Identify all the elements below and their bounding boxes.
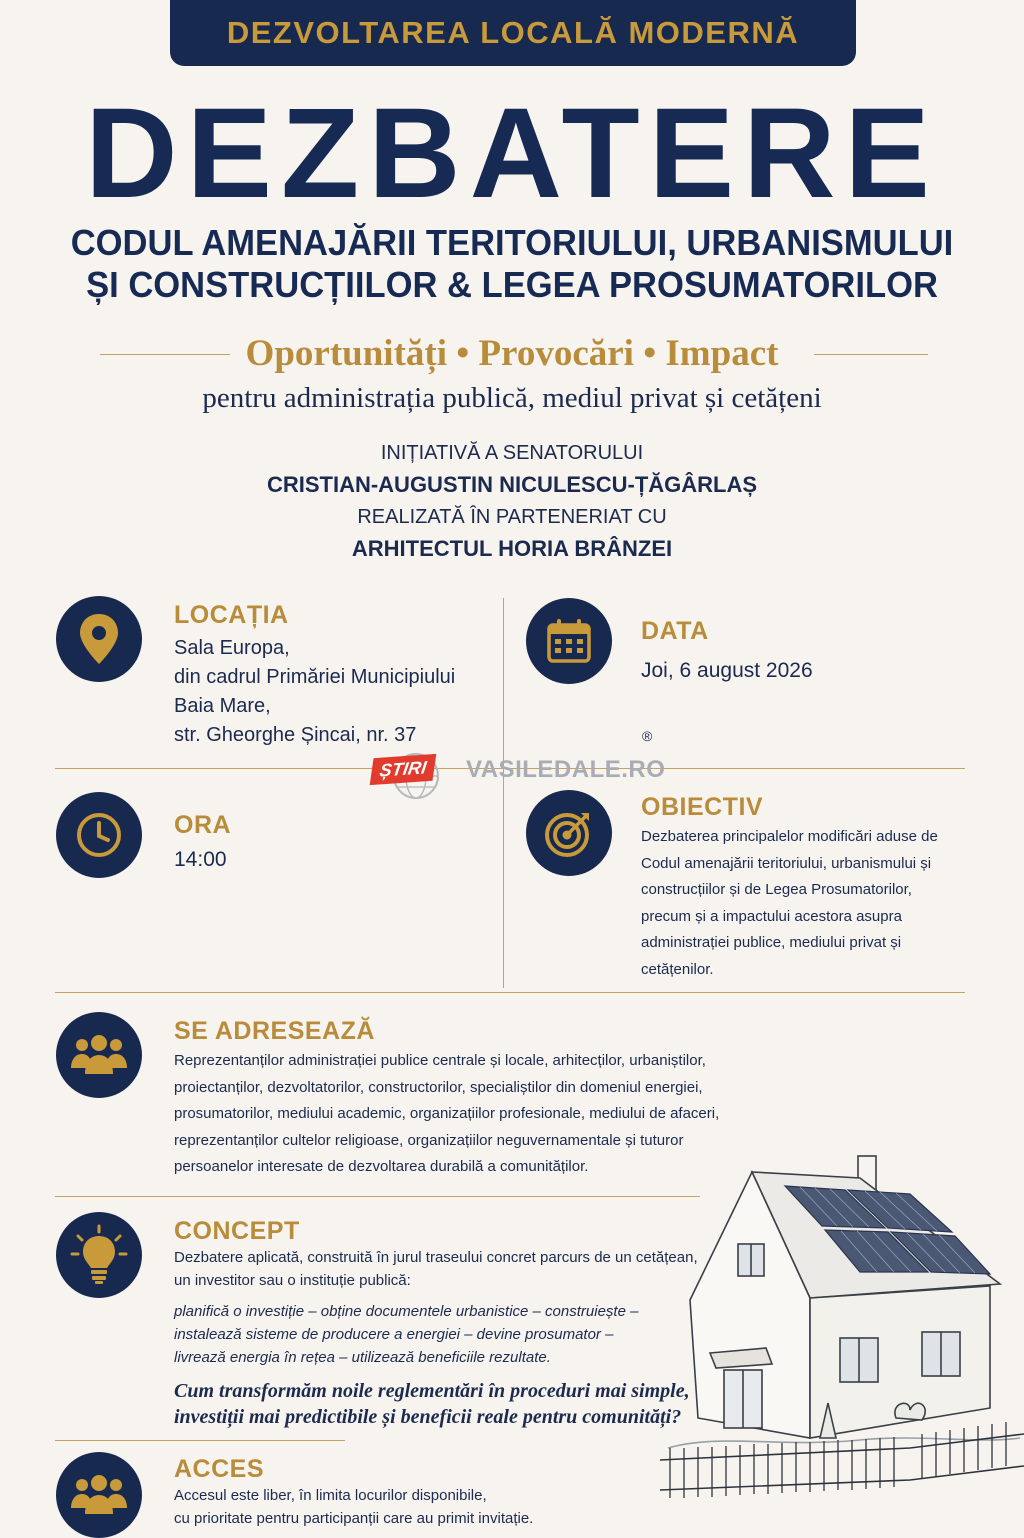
- senator-name: CRISTIAN-AUGUSTIN NICULESCU-ȚĂGÂRLAȘ: [266, 472, 758, 497]
- objective-line: cetățenilor.: [641, 960, 714, 978]
- time-value: 14:00: [174, 848, 227, 871]
- credits-line-1: INIȚIATIVĂ A SENATORULUI: [380, 442, 644, 464]
- target-icon: [526, 790, 612, 876]
- map-pin-icon: [56, 596, 142, 682]
- section-divider-4: [55, 1440, 345, 1441]
- addressed-line: persoanelor interesate de dezvoltarea durabilă a comunităților.: [174, 1158, 589, 1175]
- grid-divider-vertical: [503, 598, 504, 988]
- subtitle-line-1: CODUL AMENAJĂRII TERITORIULUI, URBANISMULUI: [70, 222, 954, 263]
- banner-text: DEZVOLTAREA LOCALĂ MODERNĂ: [226, 15, 800, 50]
- objective-line: construcțiilor și de Legea Prosumatorilor,: [641, 881, 912, 898]
- watermark-badge: ȘTIRI: [370, 754, 437, 785]
- credits-block: [0, 437, 1024, 565]
- concept-question-line: investiții mai predictibile și beneficii reale pentru comunități?: [174, 1406, 682, 1428]
- location-line: Baia Mare,: [174, 695, 271, 717]
- addressed-line: proiectanților, dezvoltatorilor, constructorilor, specialiștilor din domeniul energiei,: [174, 1078, 703, 1096]
- section-divider-3: [55, 1196, 700, 1197]
- concept-intro-line: Dezbatere aplicată, construită în jurul traseului concret parcurs de un cetățean,: [174, 1249, 698, 1266]
- objective-title: OBIECTIV: [641, 793, 764, 821]
- concept-steps: [174, 1300, 638, 1369]
- date-title: DATA: [641, 617, 709, 645]
- calendar-icon: [526, 598, 612, 684]
- objective-line: administrației publice, mediului privat și: [641, 934, 902, 951]
- people-group-icon: [56, 1452, 142, 1538]
- location-line: Sala Europa,: [174, 637, 290, 659]
- access-line: Accesul este liber, în limita locurilor disponibile,: [174, 1487, 487, 1504]
- concept-question: [174, 1378, 690, 1430]
- date-value: Joi, 6 august 2026: [641, 659, 813, 682]
- grid-divider-2: [55, 992, 965, 993]
- subtitle-line-2: ȘI CONSTRUCȚIILOR & LEGEA PROSUMATORILOR: [86, 264, 938, 305]
- addressed-line: reprezentanților cultelor religioase, organizațiilor neguvernamentale și tuturor: [174, 1131, 684, 1149]
- time-title: ORA: [174, 811, 232, 839]
- house-solar-illustration: [660, 1148, 1024, 1500]
- concept-step-line: instalează sisteme de producere a energiei – devine prosumator –: [174, 1326, 614, 1343]
- addressed-title: SE ADRESEAZĂ: [174, 1017, 375, 1045]
- addressed-line: Reprezentanților administrației publice centrale și locale, arhitecților, urbaniștilor,: [174, 1052, 706, 1069]
- objective-text: [641, 824, 938, 983]
- access-line: cu prioritate pentru participanții care au primit invitație.: [174, 1510, 534, 1527]
- people-group-icon: [56, 1012, 142, 1098]
- addressed-line: prosumatorilor, mediului academic, organizațiilor profesionale, mediului de afaceri,: [174, 1105, 720, 1122]
- credits-line-3: REALIZATĂ ÎN PARTENERIAT CU: [357, 506, 667, 528]
- top-banner: [170, 0, 856, 66]
- objective-line: Dezbaterea principalelor modificări aduse de: [641, 828, 938, 845]
- concept-step-line: planifică o investiție – obține documentele urbanistice – construiește –: [174, 1303, 639, 1320]
- location-line: str. Gheorghe Șincai, nr. 37: [174, 724, 417, 746]
- concept-step-line: livrează energia în rețea – utilizează beneficiile rezultate.: [174, 1349, 551, 1366]
- architect-name: ARHITECTUL HORIA BRÂNZEI: [351, 536, 673, 561]
- objective-line: Codul amenajării teritoriului, urbanismului și: [641, 854, 932, 872]
- page-title: DEZBATERE: [85, 82, 939, 225]
- watermark-logo: [370, 742, 460, 802]
- concept-question-line: Cum transformăm noile reglementări în proceduri mai simple,: [174, 1380, 690, 1402]
- tagline: Oportunități • Provocări • Impact: [245, 333, 779, 374]
- addressed-text: [174, 1048, 719, 1181]
- watermark-site: VASILEDALE.RO: [466, 756, 666, 783]
- concept-intro-line: un investitor sau o instituție publică:: [174, 1272, 411, 1289]
- audience-line: pentru administrația publică, mediul privat și cetățeni: [202, 382, 822, 414]
- registered-mark: ®: [642, 728, 653, 744]
- location-title: LOCAȚIA: [174, 601, 289, 629]
- location-line: din cadrul Primăriei Municipiului: [174, 666, 456, 688]
- concept-title: CONCEPT: [174, 1217, 300, 1245]
- access-title: ACCES: [174, 1455, 265, 1483]
- concept-intro: [174, 1246, 698, 1292]
- clock-icon: [56, 792, 142, 878]
- page-subtitle: [20, 222, 1003, 306]
- location-details: [174, 634, 455, 750]
- lightbulb-icon: [56, 1212, 142, 1298]
- objective-line: precum și a impactului acestora asupra: [641, 907, 902, 925]
- access-text: [174, 1484, 533, 1530]
